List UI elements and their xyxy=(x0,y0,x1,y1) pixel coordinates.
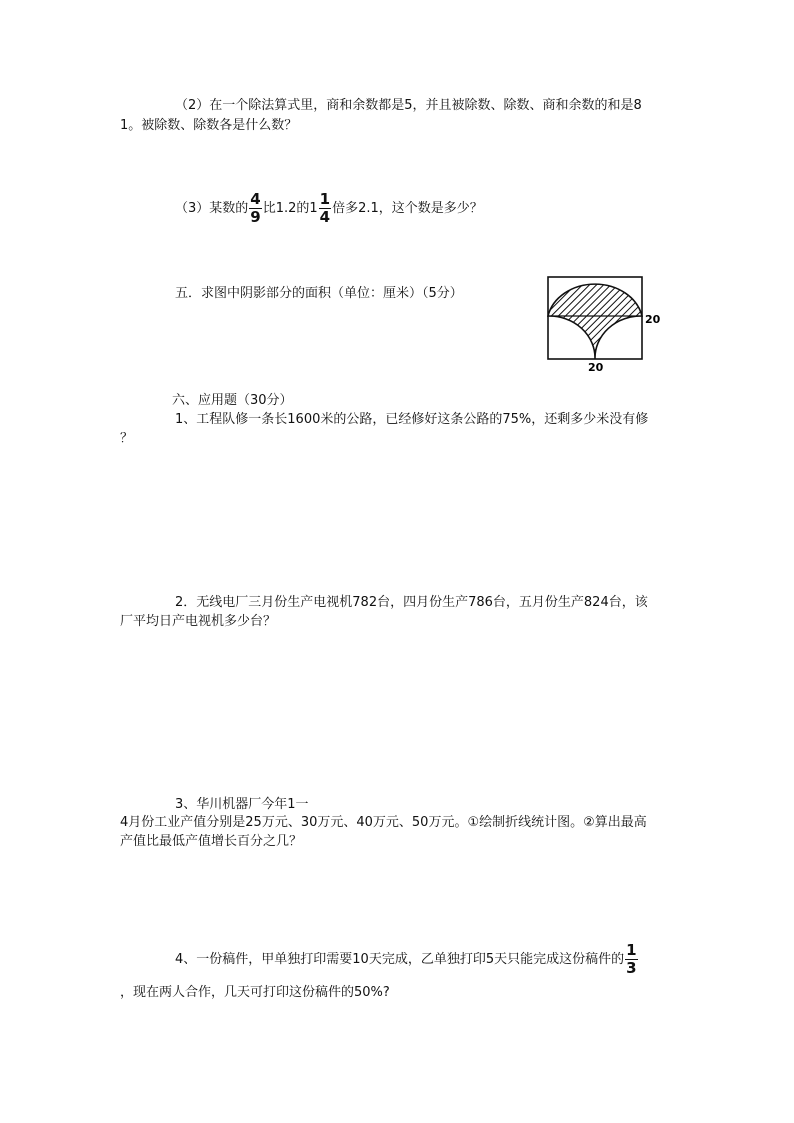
label-bottom: 20 xyxy=(588,361,604,374)
section6-title: 六、应用题（30分） xyxy=(172,393,293,408)
fraction-four-ninths: $\frac{4}{9}$ xyxy=(250,190,261,226)
label-right: 20 xyxy=(645,313,661,326)
p3-line2: 4月份工业产值分别是25万元、30万元、40万元、50万元。①绘制折线统计图。②算出最高 xyxy=(120,815,647,830)
p1-line2: ？ xyxy=(120,431,134,446)
p4-line1 xyxy=(175,942,639,978)
section5-title: 五．求图中阴影部分的面积（单位：厘米）（5分） xyxy=(175,286,463,301)
p3-line3: 产值比最低产值增长百分之几？ xyxy=(120,834,303,849)
q3-suffix: 倍多2.1，这个数是多少？ xyxy=(332,201,483,216)
q3-middle: 比1.2的1 xyxy=(262,201,318,216)
q3-prefix: （3）某数的 xyxy=(175,201,249,216)
q3-line xyxy=(175,191,483,227)
p2-line1: 2．无线电厂三月份生产电视机782台，四月份生产786台，五月份生产824台，该 xyxy=(175,595,648,610)
fraction-one-quarter: $\frac{1}{4}$ xyxy=(319,190,331,226)
q2-line1: （2）在一个除法算式里，商和余数都是5，并且被除数、除数、商和余数的和是8 xyxy=(175,98,642,113)
p3-line1: 3、华川机器厂今年1一 xyxy=(175,797,309,812)
shaded-region xyxy=(548,284,642,359)
p2-line2: 厂平均日产电视机多少台？ xyxy=(120,614,277,629)
q2-line2: 1。被除数、除数各是什么数？ xyxy=(120,118,298,133)
fraction-one-third: $\frac{1}{3}$ xyxy=(626,941,637,977)
shaded-area-figure xyxy=(540,270,670,380)
p1-line1: 1、工程队修一条长1600米的公路，已经修好这条公路的75%，还剩多少米没有修 xyxy=(175,412,649,427)
p4-prefix: 4、一份稿件，甲单独打印需要10天完成，乙单独打印5天只能完成这份稿件的 xyxy=(175,952,625,967)
p4-line2: ，现在两人合作，几天可打印这份稿件的50%? xyxy=(120,985,390,1000)
